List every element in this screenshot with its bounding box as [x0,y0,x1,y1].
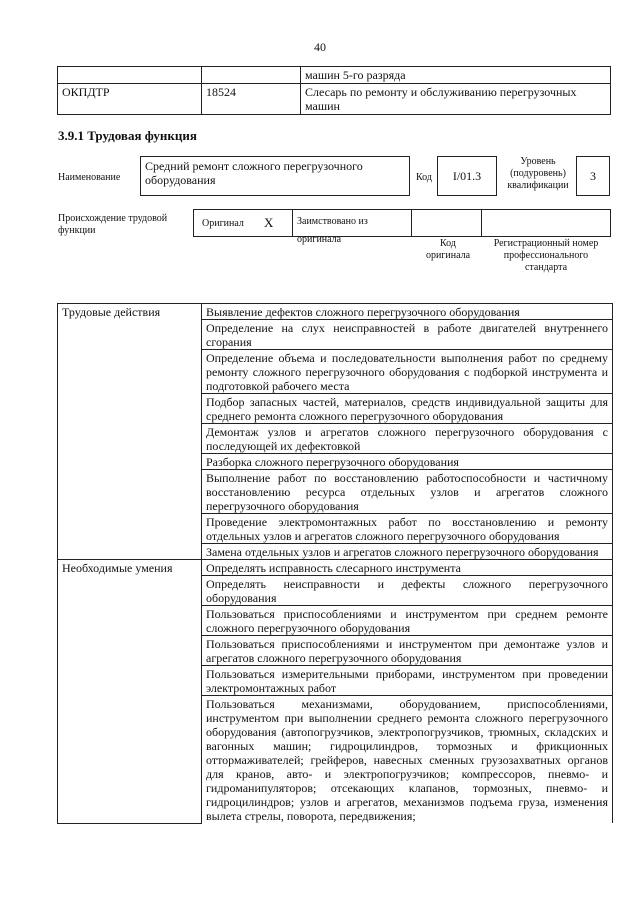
page-number: 40 [314,40,326,54]
code-label: Код [416,172,432,183]
skill-item: Пользоваться механизмами, оборудованием, приспособлениями, инструментом при выполнении среднего ремонта сложного перегрузочного оборудования (автопогрузчиков, электропогрузчиков, трюмных, складских и вагонных машин; гидроцилиндров, тормозных и фрикционных оттормаживателей; грейферов, навесных сменных грузозахватных органов для кранов, авто- и электропогрузчиков; компрессоров, пневмо- и гидроманипуляторов; отсекающих клапанов, тормозных, пневмо- и гидроцилиндров; узлов и агрегатов, механизмов подъема груза, изменения вылета стрелы, поворота, передвижения; [202,696,613,824]
table-row [58,67,611,84]
labor-action-item: Разборка сложного перегрузочного оборудования [202,454,613,470]
okpdtr-label: ОКПДТР [58,84,202,115]
skill-item: Определять неисправности и дефекты сложного перегрузочного оборудования [202,576,613,606]
skills-label: Необходимые умения [58,560,202,824]
labor-action-item: Определение на слух неисправностей в работе двигателей внутреннего сгорания [202,320,613,350]
skill-item: Пользоваться приспособлениями и инструментом при среднем ремонте сложного перегрузочного оборудования [202,606,613,636]
table-row [58,560,613,576]
labor-actions-label: Трудовые действия [58,304,202,560]
original-mark: X [264,215,274,230]
borrowed-box [292,209,412,245]
labor-action-item: Проведение электромонтажных работ по восстановлению и ремонту отдельных узлов и агрегатов сложного перегрузочного оборудования [202,514,613,544]
level-label: Уровень (подуровень) квалификации [507,156,569,191]
labor-action-item: Замена отдельных узлов и агрегатов сложного перегрузочного оборудования [202,544,613,560]
skill-item: Пользоваться приспособлениями и инструментом при демонтаже узлов и агрегатов сложного перегрузочного оборудования [202,636,613,666]
okpdtr-title: Слесарь по ремонту и обслуживанию перегрузочных машин [301,84,611,115]
borrowed-label: Заимствовано из оригинала [297,216,368,245]
reg-num-caption: Регистрационный номер профессионального стандарта [493,238,599,273]
labor-action-item: Выполнение работ по восстановлению работоспособности и частичному восстановлению ресурса отдельных узлов и агрегатов сложного перегрузочного оборудования [202,470,613,514]
function-name: Средний ремонт сложного перегрузочного оборудования [140,156,410,196]
function-code: I/01.3 [437,156,497,196]
labor-action-item: Выявление дефектов сложного перегрузочного оборудования [202,304,613,320]
table-row [58,304,613,320]
okpdtr-table [57,66,611,115]
section-title: 3.9.1 Трудовая функция [58,128,197,143]
labor-action-item: Подбор запасных частей, материалов, средств индивидуальной защиты для среднего ремонта сложного перегрузочного оборудования [202,394,613,424]
table-row [58,84,611,115]
original-box [193,209,293,237]
orig-code-caption: Код оригинала [425,238,471,261]
original-label: Оригинал [202,218,244,229]
orig-code-box [411,209,482,237]
function-details-table [57,303,613,824]
name-label: Наименование [58,172,121,183]
table-cell [58,67,202,84]
table-cell: машин 5-го разряда [301,67,611,84]
level-value: 3 [576,156,610,196]
reg-num-box [481,209,611,237]
labor-action-item: Определение объема и последовательности выполнения работ по среднему ремонту сложного перегрузочного оборудования с подборкой инструмента и подготовкой рабочего места [202,350,613,394]
table-cell [202,67,301,84]
origin-label: Происхождение трудовой функции [58,213,168,236]
labor-action-item: Демонтаж узлов и агрегатов сложного перегрузочного оборудования с последующей их дефектовкой [202,424,613,454]
skill-item: Определять исправность слесарного инструмента [202,560,613,576]
okpdtr-code: 18524 [202,84,301,115]
skill-item: Пользоваться измерительными приборами, инструментом при проведении электромонтажных работ [202,666,613,696]
